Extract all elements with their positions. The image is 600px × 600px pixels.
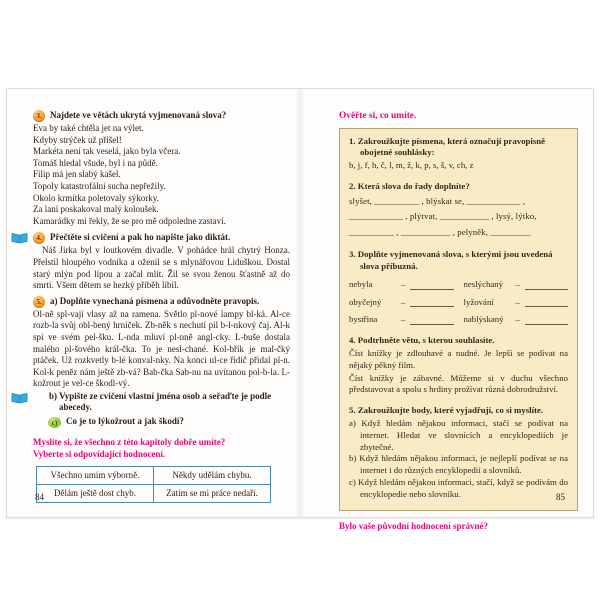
box-item-4-title: 4. Podtrhněte větu, s kterou souhlasíte. — [349, 335, 495, 346]
exercise-5 — [33, 296, 290, 428]
self-check-instruction: Vyberte si odpovídající hodnocení. — [33, 448, 166, 459]
sentence-line: Filip má jen slabý kašel. — [33, 169, 121, 180]
fill-in-line: __________ , ___________ , pelyněk, _________ — [349, 226, 531, 237]
blank-line — [525, 316, 568, 325]
pair-word: neslýchaný — [463, 278, 504, 289]
box-item-3-title: 3. Doplňte vyjmenovaná slova, s kterými jsou uvedená slova příbuzná. — [349, 249, 553, 272]
pair-dash: – — [401, 296, 406, 307]
box-item-1-title: 1. Zakroužkujte písmena, která označují pravopisně obojetné souhlásky: — [349, 135, 546, 158]
rating-cell: Dělám ještě dost chyb. — [37, 485, 154, 503]
exercise-3-header — [33, 110, 290, 122]
exercise-4-number-badge: 4. — [33, 232, 45, 244]
exercise-5-item-c — [48, 416, 290, 428]
exercise-4-paragraph: Náš Jirka byl v loutkovém divadle. V pohádce hrál chytrý Honza. Přelstil hloupého vodníka a oženil se s mlynářovou Liduškou. Dostal starý mlýn pod lípou a začal mlít. Žil se svou ženou šťastně až do smrti. Všem dětem se hezký příběh líbil. — [33, 245, 290, 291]
page-85 — [300, 89, 593, 531]
choice-option: b) Když hledám nějakou informaci, je nejlepší podívat se na internet i do různých encyklopedií a slovníků. — [349, 453, 568, 476]
exercise-3-title: Najdete ve větách ukrytá vyjmenovaná slova? — [50, 110, 227, 120]
exercise-5-paragraph: Ol-ně spl-vají vlasy až na ramena. Světlo pl-nové lampy bl-ká. Al-ce rozb-la svůj obl-bený hrníček. Zb-něk s nechutí pil b-l-nkový čaj. Al-k spí ve svém pel-šku. L-nda mluví pl-nně angl-cky. L-buše dostala malého pl-šového král-čka. To je nesl-chané. Kol-břík je mal-čký ptáček. Už rozkvetly b-lé konval-nky. Na konci ul-ce řidič přidal pl-n. Kol-k peněz nám ještě zb-vá? Bab-čka Sab-nu na uvítanou pol-b-la. L-kožrout je vel-ce škodl-vý. — [33, 308, 290, 389]
box-item-1 — [349, 136, 568, 172]
choice-option: c) Když hledám nějakou informaci, stačí, když se podívám do encyklopedie nebo slovníku. — [349, 477, 568, 499]
pair-word: lyžování — [463, 296, 494, 307]
word-pair — [349, 314, 454, 326]
pair-dash: – — [515, 296, 520, 307]
open-book-icon — [11, 232, 28, 244]
exercise-3-sentences — [33, 123, 290, 227]
fill-in-line: slyšet, __________ , blýskat se, ____________ , — [349, 195, 526, 206]
exercise-5-number-badge: 5. — [33, 296, 45, 308]
sentence-line: Kamarádky mi řekly, že se pro mě odpoledne zastaví. — [33, 215, 226, 226]
item-c-text: Co je to lýkožrout a jak škodí? — [66, 416, 184, 427]
exercise-box — [339, 128, 578, 511]
sentence-line: Okolo krmítka poletovaly sýkorky. — [33, 192, 159, 203]
pair-row — [349, 279, 568, 291]
blank-line — [525, 298, 568, 307]
rating-cell: Někdy udělám chybu. — [154, 467, 271, 485]
item-c-badge: c) — [48, 417, 61, 428]
exercise-3-number-badge: 3. — [33, 110, 45, 122]
self-check-question: Myslíte si, že všechno z této kapitoly dobře umíte? — [33, 437, 226, 448]
word-pairs — [349, 279, 568, 326]
pair-dash: – — [401, 278, 406, 289]
word-pair — [464, 279, 569, 291]
pair-word: nebyla — [349, 278, 373, 289]
box-item-5 — [349, 405, 568, 500]
verify-heading: Ověřte si, co umíte. — [339, 111, 417, 121]
exercise-5-header — [33, 296, 290, 308]
word-pair — [464, 314, 569, 326]
agree-option: Číst knížky je zdlouhavé a nudné. Je lepší se podívat na nějaký pěkný film. — [349, 348, 568, 370]
fill-in-line: ____________ , plýtvat, ___________ , lysý, lýtko, — [349, 211, 537, 222]
choice-option: a) Když hledám nějakou informaci, stačí se podívat na internet. Hledat ve slovnících a encyklopediích je zbytečné. — [349, 418, 568, 452]
pair-dash: – — [401, 314, 406, 325]
agree-option: Číst knížky je zábavné. Můžeme si v duchu všechno představovat a spolu s hrdiny prožívat různá dobrodružství. — [349, 372, 568, 395]
word-pair — [349, 297, 454, 309]
sentence-line: Tomáš hledal všude, byl i na půdě. — [33, 157, 158, 168]
box-item-1-letters: b, j, f, h, č, l, m, ž, k, p, s, š, v, ch, z — [349, 160, 474, 171]
page-number-left: 84 — [35, 492, 44, 503]
exercise-5-title-a: a) Doplňte vynechaná písmena a odůvodněte pravopis. — [50, 295, 260, 306]
self-check-block — [33, 437, 290, 503]
rating-table — [36, 466, 271, 503]
blank-line — [410, 281, 453, 290]
blank-line — [525, 281, 568, 290]
pair-word: bystřina — [349, 314, 378, 325]
page-number-right: 85 — [556, 492, 565, 503]
word-pair — [349, 279, 454, 291]
word-pair — [464, 297, 569, 309]
page-84 — [7, 89, 300, 517]
blank-line — [410, 316, 453, 325]
open-book-icon — [11, 392, 28, 404]
sentence-line: Topoly katastrofální sucha nepřežily. — [33, 180, 166, 191]
rating-cell: Všechno umím výborně. — [37, 467, 154, 485]
book-spread — [6, 88, 594, 531]
box-item-5-title: 5. Zakroužkujte body, které vyjadřují, co si myslíte. — [349, 405, 544, 416]
exercise-4 — [33, 232, 290, 291]
blank-line — [410, 298, 453, 307]
box-item-2-title: 2. Která slova do řady doplníte? — [349, 180, 470, 191]
pair-row — [349, 314, 568, 326]
exercise-4-title: Přečtěte si cvičení a pak ho napište jako diktát. — [50, 232, 231, 243]
pair-dash: – — [515, 278, 520, 289]
sentence-line: Za laní poskakoval malý koloušek. — [33, 204, 159, 215]
footer-question: Bylo vaše původní hodnocení správné? — [339, 520, 489, 531]
exercise-5-item-b: b) Vypište ze cvičení vlastní jména osob a seřaďte je podle abecedy. — [49, 390, 272, 413]
box-item-3 — [349, 249, 568, 326]
pair-word: obyčejný — [349, 296, 382, 307]
exercise-4-header — [33, 232, 290, 244]
rating-cell: Zatím se mi práce nedaří. — [154, 485, 271, 503]
sentence-line: Markéta není tak veselá, jako byla včera. — [33, 146, 181, 157]
sentence-line: Eva by také chtěla jet na výlet. — [33, 123, 144, 133]
box-item-2 — [349, 181, 568, 240]
pair-row — [349, 297, 568, 309]
pair-dash: – — [515, 314, 520, 325]
sentence-line: Kdyby strýček už přišel! — [33, 134, 122, 145]
pair-word: nablýskaný — [463, 314, 504, 325]
box-item-4 — [349, 335, 568, 396]
